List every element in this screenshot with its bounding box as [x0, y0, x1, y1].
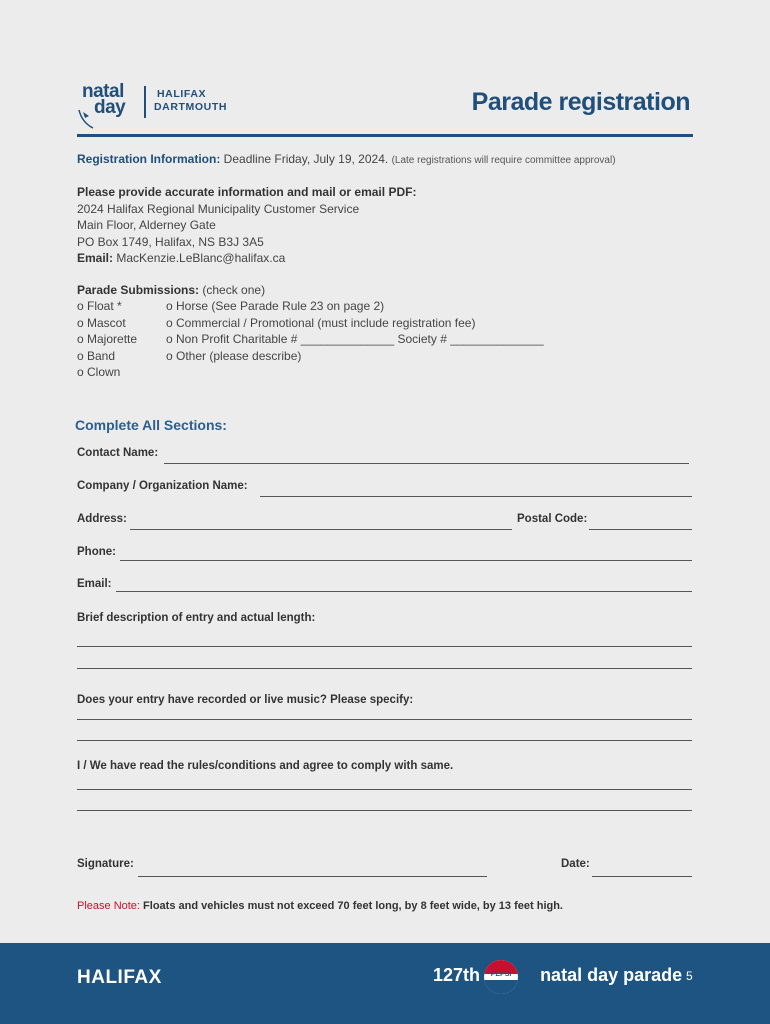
option-band[interactable]: o Band: [77, 348, 116, 363]
agreement-line-2[interactable]: [77, 810, 692, 811]
option-float[interactable]: o Float *: [77, 299, 122, 313]
option-horse[interactable]: o Horse (See Parade Rule 23 on page 2): [166, 299, 385, 313]
date-field[interactable]: [592, 876, 692, 877]
company-label: Company / Organization Name:: [77, 480, 248, 492]
registration-deadline: Deadline Friday, July 19, 2024.: [220, 152, 389, 166]
contact-email-row: [77, 250, 416, 267]
email-label: Email:: [77, 578, 112, 590]
option-commercial[interactable]: o Commercial / Promotional (must include registration fee): [166, 315, 476, 330]
submissions-label: Parade Submissions:: [77, 283, 200, 297]
event-name: natal day parade: [540, 965, 683, 985]
option-other[interactable]: o Other (please describe): [166, 348, 302, 363]
option-majorette[interactable]: o Majorette: [77, 332, 138, 346]
email-field[interactable]: [116, 591, 692, 592]
contact-name-field[interactable]: [164, 463, 689, 464]
postal-code-field[interactable]: [589, 529, 692, 530]
address-label: Address:: [77, 513, 127, 525]
music-line-2[interactable]: [77, 740, 692, 741]
logo-divider: [144, 86, 146, 118]
title-divider: [77, 134, 693, 137]
footer-halifax-logo: HALIFAX: [77, 967, 162, 988]
note-text: Floats and vehicles must not exceed 70 feet long, by 8 feet wide, by 13 feet high.: [139, 900, 563, 912]
address-line: PO Box 1749, Halifax, NS B3J 3A5: [77, 234, 264, 249]
footer-banner: [0, 943, 770, 1024]
submissions-hint: (check one): [199, 283, 266, 297]
signature-field[interactable]: [138, 876, 487, 877]
address-field[interactable]: [130, 529, 512, 530]
option-clown[interactable]: o Clown: [77, 365, 121, 379]
pepsi-logo-icon: [484, 960, 518, 994]
music-line-1[interactable]: [77, 719, 692, 720]
date-label: Date:: [561, 858, 590, 870]
page-number: 5: [686, 969, 693, 983]
contact-name-label: Contact Name:: [77, 447, 159, 459]
size-note: [77, 900, 563, 912]
section-title: Complete All Sections:: [75, 417, 227, 433]
submission-options-col2: [166, 298, 566, 364]
natal-day-logo: [77, 81, 237, 130]
contact-email-label: Email:: [77, 251, 114, 265]
logo-city-names: [154, 88, 227, 114]
parade-submissions-heading: [77, 282, 265, 299]
option-non-profit[interactable]: o Non Profit Charitable # ______________ Society # ______________: [166, 332, 544, 346]
agreement-label: I / We have read the rules/conditions and agree to comply with same.: [77, 760, 454, 772]
phone-label: Phone:: [77, 546, 116, 558]
logo-city-halifax: HALIFAX: [157, 88, 207, 100]
registration-info-label: Registration Information:: [77, 152, 221, 166]
submission-options-col1: [77, 298, 167, 381]
description-line-2[interactable]: [77, 668, 692, 669]
address-line: 2024 Halifax Regional Municipality Customer Service: [77, 201, 360, 216]
anniversary-label: 127th: [433, 965, 481, 985]
description-label: Brief description of entry and actual length:: [77, 612, 316, 624]
page-title: Parade registration: [471, 88, 690, 116]
note-label: Please Note:: [77, 900, 140, 912]
postal-code-label: Postal Code:: [517, 513, 588, 525]
logo-word-natal: natal: [82, 81, 124, 102]
option-mascot[interactable]: o Mascot: [77, 315, 126, 330]
music-label: Does your entry have recorded or live music? Please specify:: [77, 694, 414, 706]
description-line-1[interactable]: [77, 646, 692, 647]
phone-field[interactable]: [120, 560, 692, 561]
agreement-line-1[interactable]: [77, 789, 692, 790]
registration-info: [77, 151, 616, 170]
pepsi-label: PEPSI: [490, 971, 512, 978]
contact-email-value: MacKenzie.LeBlanc@halifax.ca: [113, 251, 286, 265]
submission-instructions: [77, 184, 416, 267]
signature-label: Signature:: [77, 858, 134, 870]
company-field[interactable]: [260, 496, 692, 497]
logo-city-dartmouth: DARTMOUTH: [154, 101, 228, 113]
logo-word-day: day: [94, 97, 126, 118]
instructions-heading: Please provide accurate information and mail or email PDF:: [77, 185, 417, 199]
footer-event-branding: [433, 965, 682, 986]
address-line: Main Floor, Alderney Gate: [77, 218, 216, 232]
late-registration-note: (Late registrations will require committee approval): [391, 155, 616, 166]
bird-swoosh-icon: [77, 108, 97, 130]
